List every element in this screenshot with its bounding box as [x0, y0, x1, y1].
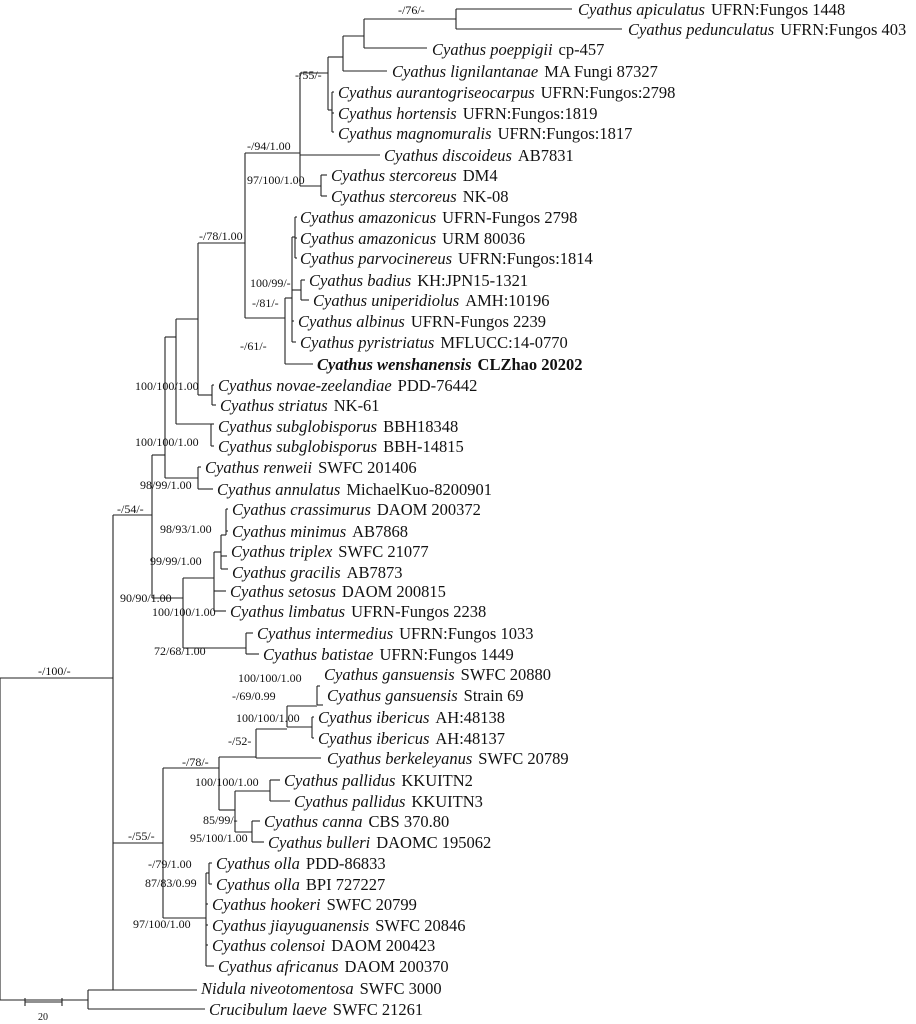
taxon-label: Cyathus ibericus AH:48137 [318, 729, 506, 748]
taxon-label: Cyathus berkeleyanus SWFC 20789 [327, 749, 569, 768]
taxon-label: Cyathus limbatus UFRN-Fungos 2238 [230, 602, 487, 621]
support-value: -/94/1.00 [247, 139, 291, 153]
taxon-label: Cyathus parvocinereus UFRN:Fungos:1814 [300, 249, 593, 268]
support-value: 72/68/1.00 [154, 644, 206, 658]
support-value: 100/100/1.00 [195, 775, 259, 789]
taxon-label: Cyathus apiculatus UFRN:Fungos 1448 [578, 0, 846, 19]
taxon-label: Cyathus novae-zeelandiae PDD-76442 [218, 376, 478, 395]
taxon-label: Cyathus crassimurus DAOM 200372 [232, 500, 481, 519]
taxon-label: Cyathus batistae UFRN:Fungos 1449 [263, 645, 514, 664]
support-value: 100/100/1.00 [152, 605, 216, 619]
taxon-label: Cyathus gansuensis SWFC 20880 [324, 665, 551, 684]
taxon-label: Cyathus aurantogriseocarpus UFRN:Fungos:2798 [338, 83, 676, 102]
taxon-label: Cyathus setosus DAOM 200815 [230, 582, 446, 601]
taxon-label: Cyathus hookeri SWFC 20799 [212, 895, 417, 914]
taxon-label: Cyathus gansuensis Strain 69 [327, 686, 524, 705]
support-value: 99/99/1.00 [150, 554, 202, 568]
support-value: 98/93/1.00 [160, 522, 212, 536]
taxon-label: Cyathus stercoreus DM4 [331, 166, 498, 185]
support-value: -/78/- [182, 755, 209, 769]
support-value: 85/99/- [203, 813, 238, 827]
support-value: 100/100/1.00 [135, 435, 199, 449]
support-value: -/61/- [240, 339, 267, 353]
support-value: -/69/0.99 [232, 689, 276, 703]
taxon-label: Cyathus pallidus KKUITN2 [284, 771, 473, 790]
taxon-label: Cyathus minimus AB7868 [232, 522, 409, 541]
taxon-label: Cyathus gracilis AB7873 [232, 563, 403, 582]
support-value: 100/100/1.00 [238, 671, 302, 685]
taxon-label: Cyathus subglobisporus BBH-14815 [218, 437, 464, 456]
scale-bar-label: 20 [38, 1012, 48, 1023]
taxon-label: Cyathus amazonicus UFRN-Fungos 2798 [300, 208, 578, 227]
support-value: -/81/- [252, 296, 279, 310]
taxon-labels [200, 0, 906, 1019]
taxon-label: Cyathus pallidus KKUITN3 [294, 792, 483, 811]
support-value: -/54/- [117, 502, 144, 516]
taxon-label: Cyathus poeppigii cp-457 [432, 40, 605, 59]
taxon-label: Cyathus striatus NK-61 [220, 396, 380, 415]
support-value: -/78/1.00 [199, 229, 243, 243]
taxon-label: Cyathus renweii SWFC 201406 [205, 458, 417, 477]
taxon-label: Cyathus colensoi DAOM 200423 [212, 936, 436, 955]
support-value: -/100/- [38, 664, 71, 678]
taxon-label: Nidula niveotomentosa SWFC 3000 [201, 979, 442, 998]
taxon-label: Cyathus olla BPI 727227 [216, 875, 386, 894]
taxon-label: Cyathus jiayuguanensis SWFC 20846 [212, 916, 466, 935]
support-value: 97/100/1.00 [247, 173, 305, 187]
taxon-label: Cyathus badius KH:JPN15-1321 [309, 271, 529, 290]
taxon-label: Cyathus subglobisporus BBH18348 [218, 417, 459, 436]
taxon-label: Cyathus canna CBS 370.80 [264, 812, 450, 831]
support-value: -/79/1.00 [148, 857, 192, 871]
support-value: 95/100/1.00 [190, 831, 248, 845]
support-value: 100/100/1.00 [135, 379, 199, 393]
taxon-label: Cyathus pyristriatus MFLUCC:14-0770 [300, 333, 568, 352]
taxon-label: Cyathus uniperidiolus AMH:10196 [313, 291, 550, 310]
taxon-label: Cyathus lignilantanae MA Fungi 87327 [392, 62, 658, 81]
support-value: 100/99/- [250, 276, 291, 290]
taxon-label: Cyathus triplex SWFC 21077 [231, 542, 429, 561]
taxon-label: Cyathus albinus UFRN-Fungos 2239 [298, 312, 547, 331]
support-value: -/55/- [128, 829, 155, 843]
taxon-label: Cyathus olla PDD-86833 [216, 854, 386, 873]
taxon-label: Crucibulum laeve SWFC 21261 [209, 1000, 424, 1019]
support-value: -/55/- [295, 68, 322, 82]
taxon-label: Cyathus africanus DAOM 200370 [218, 957, 449, 976]
taxon-label-highlighted: Cyathus wenshanensis CLZhao 20202 [317, 355, 583, 374]
taxon-label: Cyathus ibericus AH:48138 [318, 708, 506, 727]
support-value: 97/100/1.00 [133, 917, 191, 931]
support-value: -/52- [228, 734, 252, 748]
taxon-label: Cyathus discoideus AB7831 [384, 146, 574, 165]
taxon-label: Cyathus bulleri DAOMC 195062 [268, 833, 492, 852]
taxon-label: Cyathus magnomuralis UFRN:Fungos:1817 [338, 124, 633, 143]
support-value: 100/100/1.00 [236, 711, 300, 725]
taxon-label: Cyathus intermedius UFRN:Fungos 1033 [257, 624, 534, 643]
taxon-label: Cyathus hortensis UFRN:Fungos:1819 [338, 104, 598, 123]
support-value: -/76/- [398, 3, 425, 17]
taxon-label: Cyathus pedunculatus UFRN:Fungos 403 [628, 20, 907, 39]
support-value: 90/90/1.00 [120, 591, 172, 605]
taxon-label: Cyathus annulatus MichaelKuo-8200901 [217, 480, 493, 499]
taxon-label: Cyathus stercoreus NK-08 [331, 187, 509, 206]
support-value: 87/83/0.99 [145, 876, 197, 890]
support-value: 98/99/1.00 [140, 478, 192, 492]
taxon-label: Cyathus amazonicus URM 80036 [300, 229, 526, 248]
